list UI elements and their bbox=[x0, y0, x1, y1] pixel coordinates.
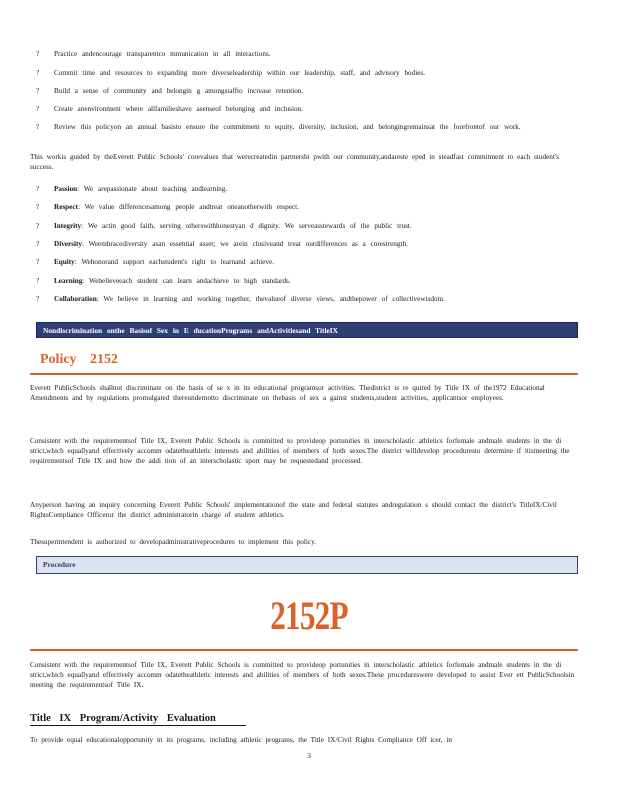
bullet-text: Create anenvironment where allfamilieshave asenseof belonging and inclusion. bbox=[54, 105, 303, 113]
bullet-marker: ? bbox=[36, 87, 40, 95]
value-name: Equity bbox=[54, 258, 75, 266]
bullet-text: Commit time and resources to expanding more diverseleadership within our leadership, staff, and advisory bodies. bbox=[54, 69, 426, 77]
value-text: : Wehonorand support eachstudent's right to learnand achieve. bbox=[74, 258, 275, 266]
bullet-marker: ? bbox=[36, 123, 40, 131]
value-name: Integrity bbox=[54, 222, 82, 230]
value-name: Diversity bbox=[54, 240, 82, 248]
policy-paragraph: Consistent with the requirementsof Title IX, Everett Public Schools is committed to provideop portunities in interscholastic athletics forfemale andmale students in the di strict,which equallyand effectively accomm odatetheathletic interests and abilities of members of both sexes.The district willdevelop proceduresto determine if itismeeting the requirementsof Title IX and how the addi tion of an interscholastic sport may be requestedand processed. bbox=[30, 437, 570, 465]
value-text: : We value differencesamong people andtreat oneanotherwith respect. bbox=[77, 203, 299, 211]
value-name: Collaboration bbox=[54, 295, 97, 303]
bullet-marker: ? bbox=[36, 258, 40, 266]
bullet-marker: ? bbox=[36, 222, 40, 230]
procedure-label: Procedure bbox=[36, 556, 578, 574]
bullet-marker: ? bbox=[36, 203, 40, 211]
procedure-paragraph: Consistent with the requirementsof Title IX, Everett Public Schools is committed to provideop portunities in interscholastic athletics forfemale andmale students in the di strict,which equallyand effectively accomm odatetheathletic interests and abilities of members of both sexes.These procedureswere developed to assist Ever ett PublicSchoolsin meeting the requirementsof Title IX. bbox=[30, 661, 575, 689]
section-bar: Nondiscrimination onthe Basisof Sex in E ducationPrograms andActivitiesand TitleIX bbox=[36, 322, 578, 338]
procedure-number: 2152P bbox=[270, 593, 348, 638]
section-paragraph: To provide equal educationalopportunity in its programs, including athletic programs, the Title IX/Civil Rights Compliance Off icer, in bbox=[30, 736, 452, 744]
bullet-marker: ? bbox=[36, 69, 40, 77]
bullet-marker: ? bbox=[36, 295, 40, 303]
value-name: Learning bbox=[54, 277, 83, 285]
bullet-marker: ? bbox=[36, 240, 40, 248]
bullet-text: Review this policyon an annual basisto ensure the commitment to equity, diversity, inclusion, and belongingremainsat the forefrontof our work. bbox=[54, 123, 521, 131]
bullet-marker: ? bbox=[36, 185, 40, 193]
guided-paragraph: This workis guided by theEverett Public Schools' corevalues that werecreatedin partnershi pwith our community,andareste eped in steadfast commitment to each student's success. bbox=[30, 153, 559, 171]
orange-rule bbox=[30, 373, 578, 375]
section-heading: Title IX Program/Activity Evaluation bbox=[30, 713, 246, 726]
page-number: 3 bbox=[307, 752, 311, 760]
bullet-marker: ? bbox=[36, 277, 40, 285]
value-name: Passion bbox=[54, 185, 78, 193]
bullet-marker: ? bbox=[36, 105, 40, 113]
policy-paragraph: Anyperson having an inquiry concerning Everett Public Schools' implementationof the state and federal statutes andregulation s should contact the district's TitleIX/Civil RightsCompliance Officeror the district administratorin charge of student athletics. bbox=[30, 501, 557, 519]
value-text: : We believe in learning and working together, thevalueof diverse views, andthepower of collectivewisdom. bbox=[96, 295, 445, 303]
value-text: : Webelieveeach student can learn andachieve to high standards. bbox=[82, 277, 291, 285]
bullet-marker: ? bbox=[36, 50, 40, 58]
policy-paragraph: Thesuperintendent is authorized to developadministrativeprocedures to implement this policy. bbox=[30, 538, 316, 546]
value-name: Respect bbox=[54, 203, 78, 211]
policy-title: Policy 2152 bbox=[40, 352, 119, 367]
value-text: : We arepassionate about teaching andlearning. bbox=[77, 185, 228, 193]
bullet-text: Practice andencourage transparentco mmunication in all interactions. bbox=[54, 50, 271, 58]
value-text: : We actin good faith, serving otherswithhonestyan d dignity. We serveasstewards of the public trust. bbox=[81, 222, 412, 230]
orange-rule bbox=[30, 649, 578, 651]
bullet-text: Build a sense of community and belongin g amongstaffto increase retention. bbox=[54, 87, 304, 95]
policy-paragraph: Everett PublicSchools shallnot discriminate on the basis of se x in its educational programsor activities. Thedistrict is re quired by Title IX of the1972 Educational Amendments and by regulations promulgated thereundernotto discriminate on thebasis of sex a gainst students,student activities, applicantsor employees. bbox=[30, 384, 545, 402]
value-text: : Weembracediversity asan essential asset; we arein clusiveand treat ourdifferences as a corestrength. bbox=[81, 240, 408, 248]
